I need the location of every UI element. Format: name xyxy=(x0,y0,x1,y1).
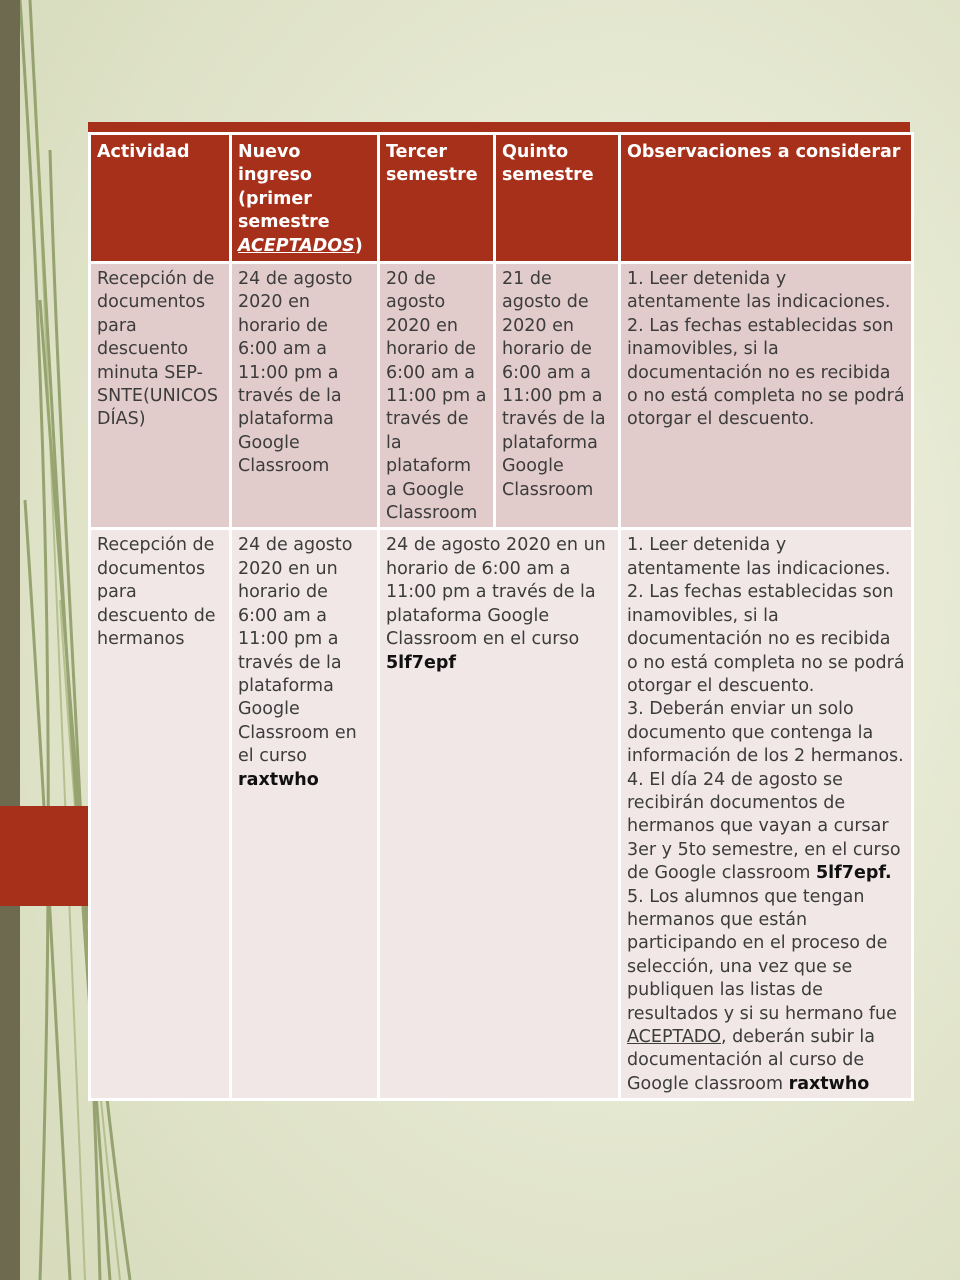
course-code-5lf7epf: 5lf7epf xyxy=(386,652,456,673)
row1-actividad: Recepción de documentos para descuento minuta SEP-SNTE(UNICOS DÍAS) xyxy=(90,263,231,529)
row2-obs-4-text: 4. El día 24 de agosto se recibirán documentos de hermanos que vayan a cursar 3er y 5to semestre, en el curso de Google classroom xyxy=(627,769,901,884)
row2-obs-4 xyxy=(627,769,905,886)
row1-nuevo-ingreso: 24 de agosto 2020 en horario de 6:00 am a 11:00 pm a través de la plataforma Google Classroom xyxy=(231,263,379,529)
row2-obs-1: 1. Leer detenida y atentamente las indicaciones. xyxy=(627,535,891,579)
left-band xyxy=(0,0,20,1280)
row1-obs-1: 1. Leer detenida y atentamente las indicaciones. xyxy=(627,269,891,313)
row1-obs-2: 2. Las fechas establecidas son inamovibles, si la documentación no es recibida o no está completa no se podrá otorgar el descuento. xyxy=(627,315,905,430)
row2-obs-5-code: raxtwho xyxy=(788,1073,870,1094)
row2-obs-3: 3. Deberán enviar un solo documento que contenga la información de los 2 hermanos. xyxy=(627,699,904,767)
row2-obs-4-code: 5lf7epf. xyxy=(816,863,892,884)
row2-obs-5 xyxy=(627,886,905,1097)
table-row xyxy=(90,263,913,529)
row2-tercer-quinto-text: 24 de agosto 2020 en un horario de 6:00 am a 11:00 pm a través de la plataforma Google Classroom en el curso xyxy=(386,535,606,650)
header-nuevo-ingreso xyxy=(231,134,379,263)
header-nuevo-text: Nuevo ingreso (primer semestre xyxy=(238,142,330,233)
row2-obs-5-aceptado: ACEPTADO xyxy=(627,1027,722,1047)
table-row xyxy=(90,529,913,1100)
row2-obs-2: 2. Las fechas establecidas son inamovibles, si la documentación no es recibida o no está completa no se podrá otorgar el descuento. xyxy=(627,582,905,696)
row2-nuevo-text: 24 de agosto 2020 en un horario de 6:00 am a 11:00 pm a través de la plataforma Google Classroom en el curso xyxy=(238,535,357,767)
row1-quinto-semestre: 21 de agosto de 2020 en horario de 6:00 am a 11:00 pm a través de la plataforma Google Classroom xyxy=(495,263,620,529)
header-row xyxy=(90,134,913,263)
course-code-raxtwho: raxtwho xyxy=(238,769,319,790)
header-actividad: Actividad xyxy=(90,134,231,263)
row2-tercer-quinto xyxy=(379,529,620,1100)
row1-tercer-semestre: 20 de agosto 2020 en horario de 6:00 am a 11:00 pm a través de la plataform a Google Classroom xyxy=(379,263,495,529)
row2-nuevo-ingreso xyxy=(231,529,379,1100)
row1-observaciones xyxy=(620,263,913,529)
row2-obs-5-text: 5. Los alumnos que tengan hermanos que están participando en el proceso de selección, una vez que se publiquen las listas de resultados y si su hermano fue xyxy=(627,886,897,1024)
header-quinto-semestre: Quinto semestre xyxy=(495,134,620,263)
row2-actividad: Recepción de documentos para descuento de hermanos xyxy=(90,529,231,1100)
header-nuevo-close: ) xyxy=(354,235,363,256)
header-observaciones: Observaciones a considerar xyxy=(620,134,913,263)
red-accent-block xyxy=(0,806,92,906)
row2-obs-5-text-2: , deberán subir la documentación al curso de Google classroom xyxy=(627,1027,876,1094)
row2-observaciones xyxy=(620,529,913,1100)
header-tercer-semestre: Tercer semestre xyxy=(379,134,495,263)
header-aceptados: ACEPTADOS xyxy=(238,235,355,256)
admission-schedule-table xyxy=(88,132,914,1101)
